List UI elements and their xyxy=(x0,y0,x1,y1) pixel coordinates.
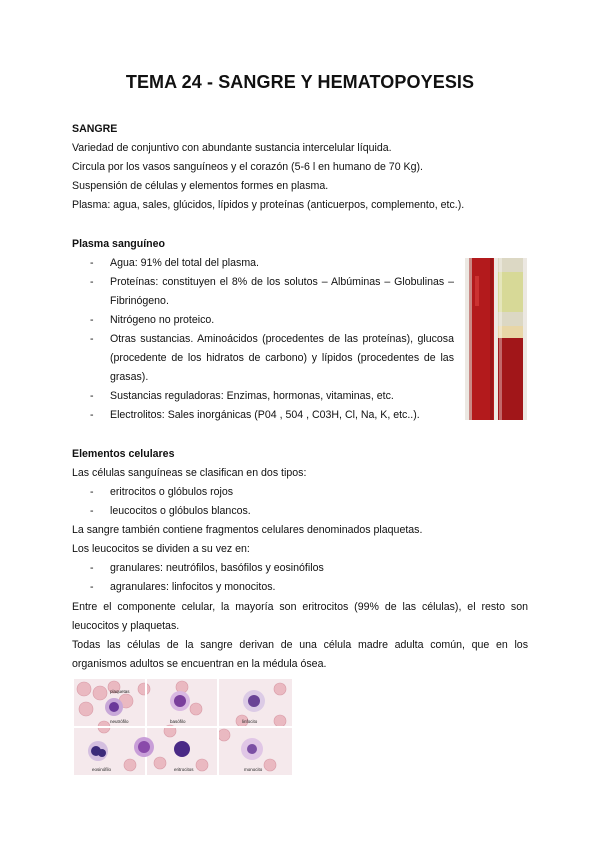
leucocyte-types-list xyxy=(90,559,490,597)
figure-label: eosinófilo xyxy=(92,767,112,772)
page-title: TEMA 24 - SANGRE Y HEMATOPOYESIS xyxy=(125,72,475,92)
plaquetas-text: La sangre también contiene fragmentos celulares denominados plaquetas. xyxy=(72,524,423,536)
list-item: - Electrolitos: Sales inorgánicas (P04 , 504 , C03H, Cl, Na, K, etc..). xyxy=(90,406,454,425)
paragraph-composicion: Entre el componente celular, la mayoría son eritrocitos (99% de las células), el resto son leucocitos y plaquetas. xyxy=(72,601,528,632)
list-item: - Agua: 91% del total del plasma. xyxy=(90,254,454,273)
list-item: - granulares: neutrófilos, basófilos y eosinófilos xyxy=(90,559,490,578)
elementos-intro: Las células sanguíneas se clasifican en dos tipos: xyxy=(72,467,307,479)
sangre-line: Circula por los vasos sanguíneos y el corazón (5-6 l en humano de 70 Kg). xyxy=(72,161,423,173)
figure-label: eritrocitos xyxy=(174,767,194,772)
section-heading-plasma: Plasma sanguíneo xyxy=(72,238,166,250)
list-item: - Sustancias reguladoras: Enzimas, hormonas, vitaminas, etc. xyxy=(90,387,454,406)
plasma-list xyxy=(90,254,454,425)
list-item: - Otras sustancias. Aminoácidos (procedentes de las proteínas), glucosa (procedente de los hidratos de carbono) y lípidos (procedentes de las grasas). xyxy=(90,330,454,387)
list-item: - eritrocitos o glóbulos rojos xyxy=(90,483,490,502)
section-heading-sangre: SANGRE xyxy=(72,123,118,135)
figure-label: neutrófilo xyxy=(110,719,129,724)
leucocitos-intro: Los leucocitos se dividen a su vez en: xyxy=(72,543,250,555)
list-item: - Proteínas: constituyen el 8% de los solutos – Albúminas – Globulinas – Fibrinógeno. xyxy=(90,273,454,311)
list-item: - agranulares: linfocitos y monocitos. xyxy=(90,578,490,597)
cell-types-list xyxy=(90,483,490,521)
figure-label: basófilo xyxy=(170,719,186,724)
list-item: - Nitrógeno no proteico. xyxy=(90,311,454,330)
sangre-line: Suspensión de células y elementos formes en plasma. xyxy=(72,180,329,192)
figure-label: linfocito xyxy=(242,719,258,724)
figure-label: plaquetas xyxy=(110,689,130,694)
paragraph-origen: Todas las células de la sangre derivan de una célula madre adulta común, que en los organismos adultos se encuentran en la médula ósea. xyxy=(72,639,528,670)
list-item: - leucocitos o glóbulos blancos. xyxy=(90,502,490,521)
section-heading-elementos: Elementos celulares xyxy=(72,448,175,460)
blood-tubes-photo xyxy=(465,258,527,420)
sangre-line: Variedad de conjuntivo con abundante sustancia intercelular líquida. xyxy=(72,142,392,154)
figure-label: monocito xyxy=(244,767,263,772)
blood-cells-micrograph xyxy=(74,679,292,775)
sangre-line: Plasma: agua, sales, glúcidos, lípidos y proteínas (anticuerpos, complemento, etc.). xyxy=(72,199,465,211)
